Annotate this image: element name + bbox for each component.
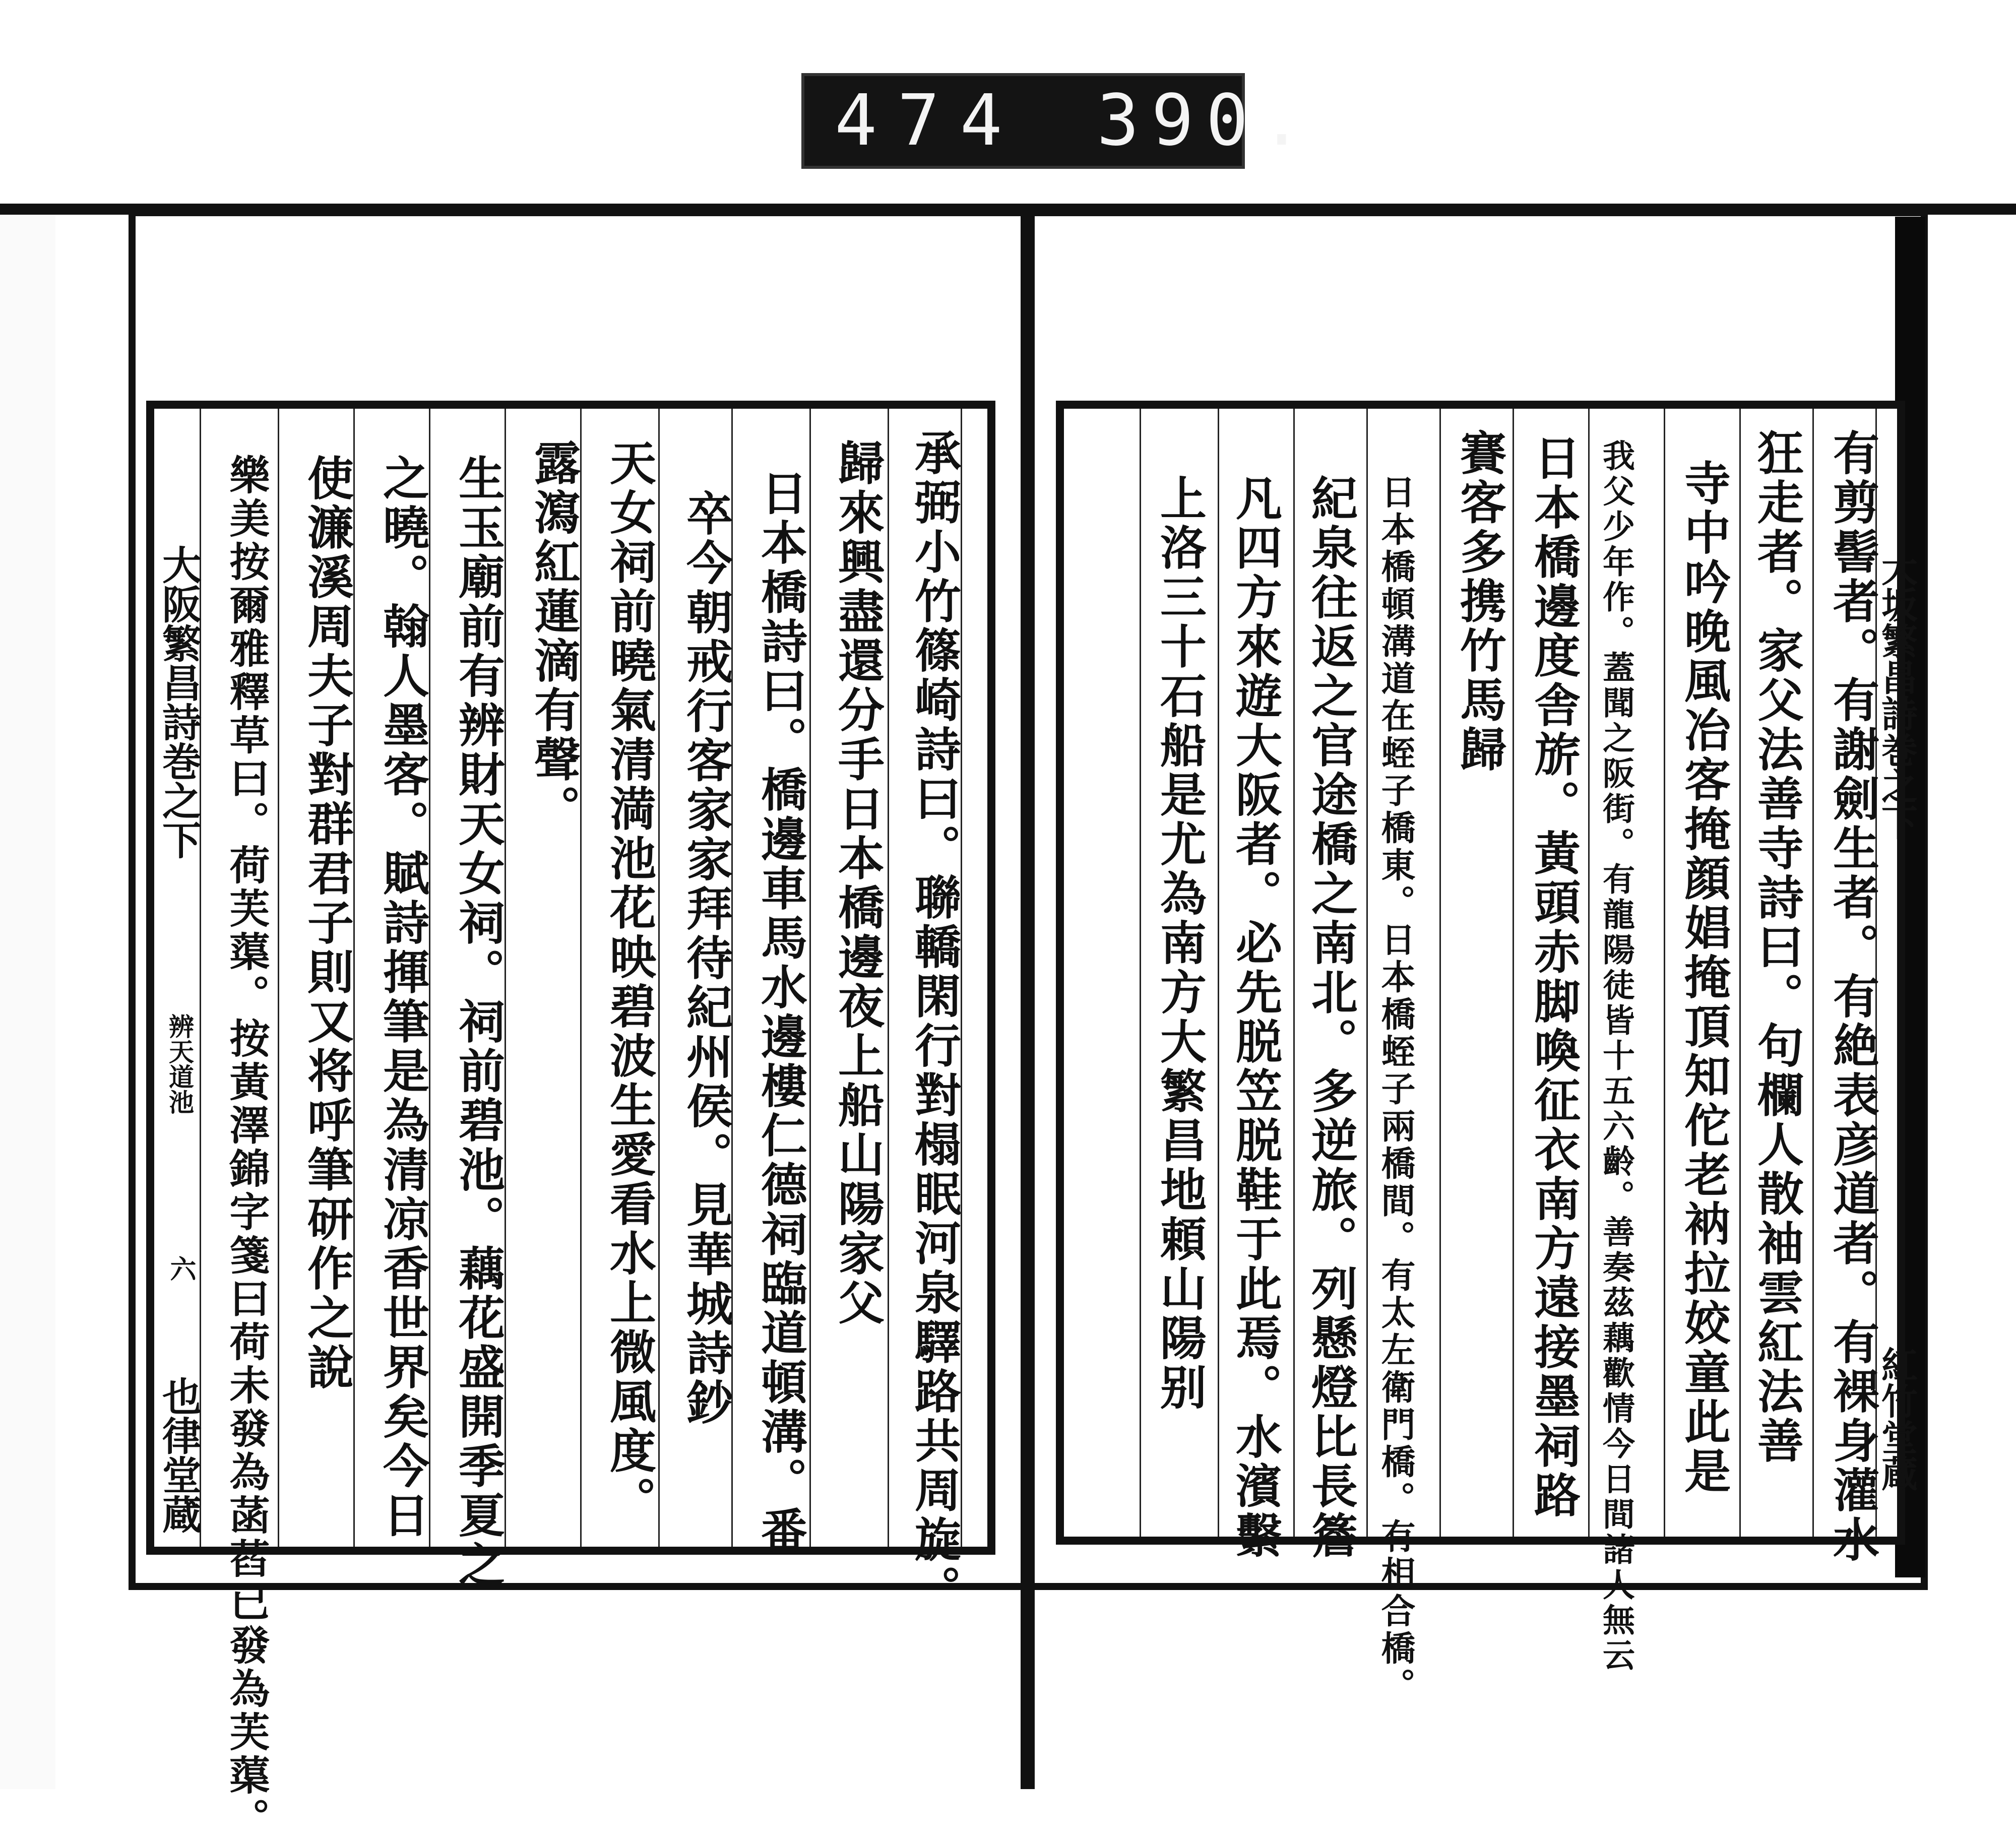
right-margin-publisher: 紅竹堂蔵: [1875, 1346, 1918, 1491]
right-col-3: 寺中吟晚風冶客掩顔娼掩頂知佗老衲拉姣童此是: [1677, 459, 1731, 1496]
left-col-3: 日本橋詩曰。橋邊車馬水邊樓仁德祠臨道頓溝。番: [753, 469, 808, 1556]
book-gutter: [1021, 209, 1035, 1789]
right-col-5: 日本橋邊度舎旂。黃頭赤脚喚征衣南方遠接墨祠路: [1527, 434, 1581, 1520]
left-margin-page-number: 六: [165, 1255, 196, 1282]
right-col-7: 日本橋頓溝道在蛭子橋東。日本橋蛭子兩橋間。有太左衛門橋。有相合橋。: [1375, 474, 1416, 1705]
left-col-10: 樂美按爾雅釋草曰。荷芙蕖。按黃澤錦字箋曰荷未發為菡萏已發為芙蕖。: [223, 454, 270, 1841]
left-page-frame: [146, 401, 995, 1841]
left-margin-area: [0, 215, 55, 1789]
left-col-6: 露瀉紅蓮滴有聲。: [527, 439, 581, 834]
left-margin-section: 辨天道池: [165, 1013, 195, 1114]
right-col-6: 賽客多携竹馬歸: [1453, 429, 1507, 775]
right-col-8: 紀泉往返之官途橋之南北。多逆旅。列懸燈比長簷: [1304, 474, 1358, 1561]
right-col-10: 上洛三十石船是尤為南方大繁昌地頼山陽别: [1153, 474, 1207, 1413]
catalog-number-right: 390.: [1097, 80, 1315, 162]
left-margin-publisher: 也律堂蔵: [156, 1376, 202, 1534]
right-col-2: 狂走者。家父法善寺詩曰。句欄人散袖雲紅法善: [1750, 429, 1804, 1466]
left-col-7: 生玉廟前有辨財天女祠。祠前碧池。藕花盛開季夏之: [451, 454, 506, 1590]
left-col-9: 使濂溪周夫子對群君子則又将呼筆研作之說: [300, 454, 354, 1392]
right-col-1: 有剪髻者。有謝劍生者。有絶表彦道者。有裸身灌水: [1825, 429, 1880, 1565]
left-col-1: 承弼小竹篠崎詩曰。聯轎閑行對榻眠河泉驛路共周旋。: [907, 429, 962, 1614]
left-col-5: 天女祠前曉氣清満池花映碧波生愛看水上微風度。: [602, 439, 657, 1526]
left-col-8: 之曉。翰人墨客。賦詩揮筆是為清凉香世界矣今日: [375, 454, 430, 1541]
left-col-4: 卒今朝戒行客家家拜待紀州侯。見華城詩鈔: [679, 489, 733, 1428]
left-col-2: 歸來興盡還分手日本橋邊夜上船山陽家父: [831, 439, 885, 1328]
catalog-label: [801, 73, 1315, 169]
left-margin-title: 大阪繁昌詩巻之下: [156, 545, 202, 859]
right-page-frame: [1056, 401, 1918, 1705]
catalog-number-left: 474: [835, 80, 1023, 162]
right-margin-title: 大坂繁昌詩巻之下: [1875, 550, 1918, 840]
right-col-9: 凡四方來遊大阪者。必先脱笠脱鞋于此焉。水濱繫: [1228, 474, 1283, 1561]
right-col-4: 我父少年作。蓋聞之阪街。有龍陽徒皆十五六齡。善奏茲藕歡情今日間諸人無云: [1597, 439, 1635, 1674]
